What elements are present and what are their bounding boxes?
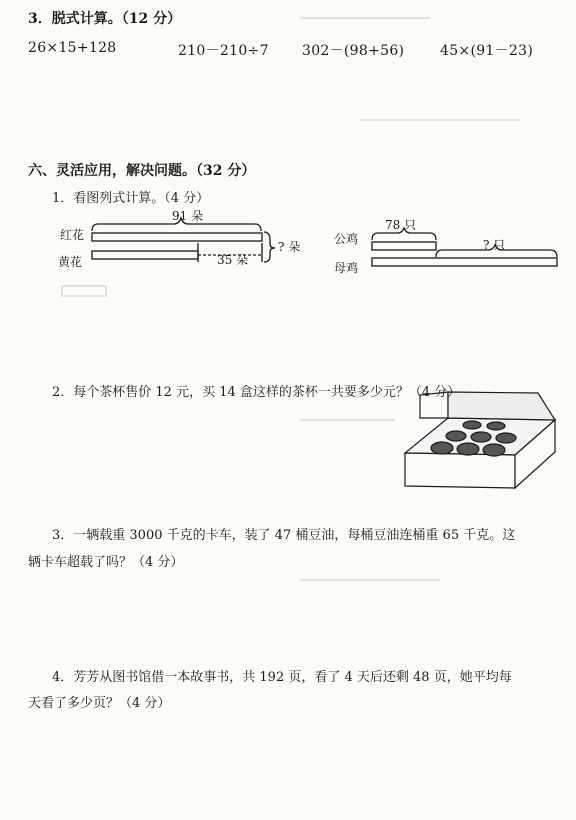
yellow-flower-label: 黄花: [58, 255, 83, 269]
hens-unknown-label: ? 只: [483, 238, 506, 252]
flowers-unknown-label: ? 朵: [278, 240, 301, 254]
bleed-through-marks: [62, 18, 520, 580]
red-flower-label: 红花: [60, 228, 85, 242]
yellow-flower-bar: [92, 251, 198, 259]
question-3-line-2: 辆卡车超载了吗？（4 分）: [28, 555, 184, 570]
rooster-brace: [372, 228, 436, 240]
question-1-text: 1．看图列式计算。（4 分）: [52, 191, 210, 206]
hen-bar: [372, 258, 557, 266]
question-4-line-2: 天看了多少页？（4 分）: [28, 696, 171, 711]
question-3-line-1: 3．一辆载重 3000 千克的卡车，装了 47 桶豆油，每桶豆油连桶重 65 千克。这: [52, 528, 516, 543]
teacup-box-illustration: [405, 392, 555, 488]
flowers-total-label: 91 朵: [172, 209, 204, 223]
question-2-text: 2．每个茶杯售价 12 元，买 14 盒这样的茶杯一共要多少元？（4 分）: [52, 385, 461, 400]
section-6-title: 六、灵活应用，解决问题。（32 分）: [28, 163, 256, 179]
expression-3: 302－(98+56): [302, 43, 405, 59]
expression-1: 26×15+128: [28, 40, 117, 56]
flowers-diff-label: 35 朵: [217, 253, 249, 267]
flowers-sum-brace: [264, 232, 275, 262]
hen-extra-brace: [436, 245, 557, 257]
expression-4: 45×(91－23): [440, 43, 534, 59]
rooster-bar: [372, 242, 436, 250]
expression-2: 210－210÷7: [178, 43, 269, 59]
question-4-line-1: 4．芳芳从图书馆借一本故事书，共 192 页，看了 4 天后还剩 48 页，她平均每: [52, 670, 512, 685]
flowers-total-brace: [92, 218, 261, 231]
rooster-label: 公鸡: [334, 232, 359, 246]
rooster-value-label: 78 只: [385, 218, 417, 232]
section-3-title: 3．脱式计算。（12 分）: [28, 11, 182, 27]
red-flower-bar: [92, 233, 262, 241]
hen-label: 母鸡: [334, 261, 359, 275]
